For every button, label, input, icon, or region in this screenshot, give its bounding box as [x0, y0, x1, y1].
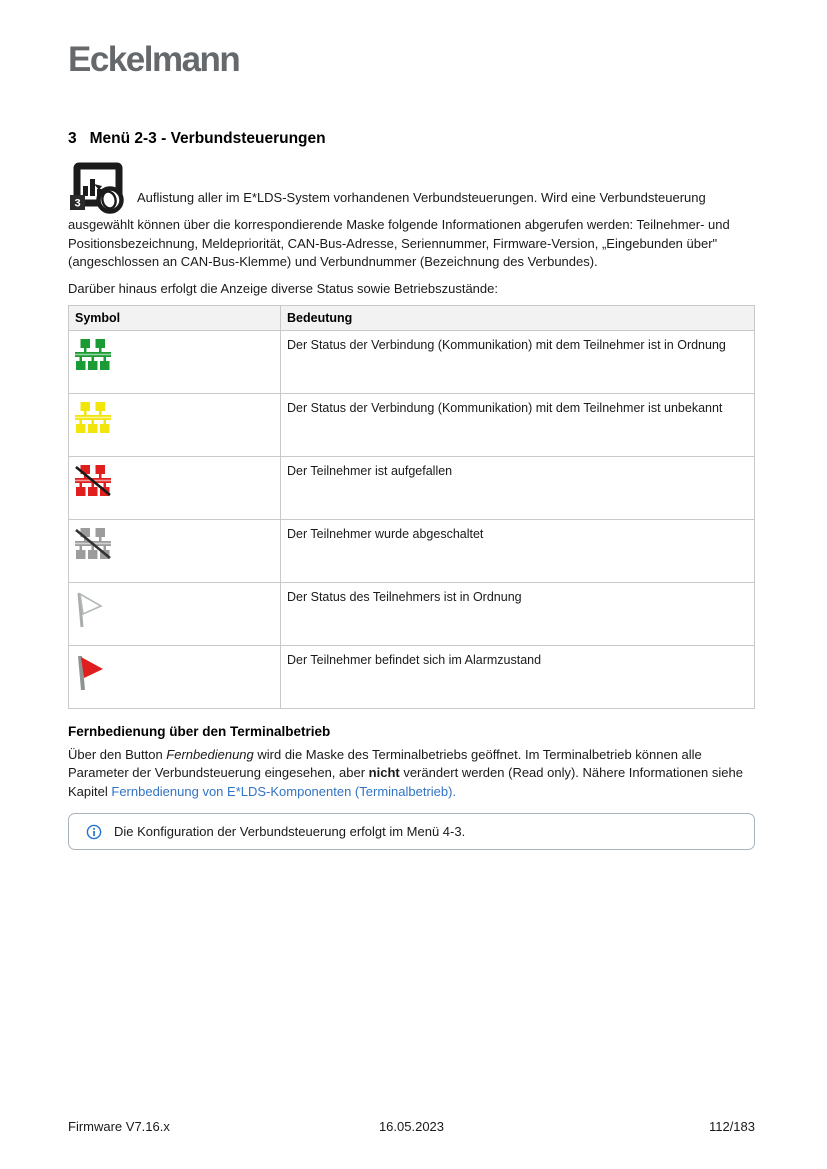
company-logo: Eckelmann — [68, 40, 240, 79]
network-yellow-icon — [75, 422, 111, 436]
terminal-text-3: verändert werden (Read only). Nähere Informationen siehe Kapitel — [68, 765, 743, 799]
footer-date: 16.05.2023 — [378, 1119, 445, 1134]
chapter-title: Menü 2-3 - Verbundsteuerungen — [89, 130, 326, 147]
row-meaning: Der Teilnehmer befindet sich im Alarmzustand — [281, 645, 755, 708]
footer-page-number: 112/183 — [708, 1119, 755, 1134]
chapter-icon-badge: 3 — [74, 197, 81, 210]
intro-text: Auflistung aller im E*LDS-System vorhandenen Verbundsteuerungen. Wird eine Verbundsteuerung ausgewählt können über die korrespondierende Maske folgende Informationen abgerufen werden: Teilnehmer- und Positionsbezeichnung, Meldepriorität, CAN-Bus-Adresse, Seriennummer, Firmware-Version, „Eingebunden über" (angeschlossen an CAN-Bus-Klemme) und Verbundnummer (Bezeichnung des Verbundes). — [68, 190, 730, 269]
terminal-text-1: Über den Button — [68, 746, 167, 762]
network-green-icon — [75, 359, 111, 373]
info-icon — [86, 824, 102, 840]
row-meaning: Der Status der Verbindung (Kommunikation) mit dem Teilnehmer ist in Ordnung — [281, 330, 755, 393]
network-gray-crossed-icon — [75, 548, 111, 562]
intro-paragraph — [68, 162, 755, 272]
chapter-number: 3 — [68, 130, 77, 147]
table-row — [69, 456, 755, 519]
terminal-text-2: wird die Maske des Terminalbetriebs geöffnet. Im Terminalbetrieb können alle Parameter der Verbundsteuerung eingesehen, aber — [68, 746, 702, 780]
table-row — [69, 330, 755, 393]
table-row — [69, 645, 755, 708]
column-header-bedeutung: Bedeutung — [281, 305, 755, 330]
flag-outline-icon — [75, 618, 103, 632]
menu-chart-magnifier-icon — [68, 190, 137, 210]
document-page — [68, 0, 755, 850]
footer-firmware-version: Firmware V7.16.x — [68, 1119, 170, 1134]
row-meaning: Der Teilnehmer wurde abgeschaltet — [281, 519, 755, 582]
network-red-crossed-icon — [75, 485, 111, 499]
row-meaning: Der Teilnehmer ist aufgefallen — [281, 456, 755, 519]
page-footer — [68, 1119, 755, 1134]
chapter-cross-reference-link[interactable]: Fernbedienung von E*LDS-Komponenten (Terminalbetrieb). — [111, 783, 457, 799]
table-header-row — [69, 305, 755, 330]
terminal-text-emphasis: nicht — [368, 765, 400, 780]
fernbedienung-button-name: Fernbedienung — [166, 746, 254, 762]
status-table — [68, 305, 755, 709]
terminal-paragraph — [68, 746, 755, 802]
row-meaning: Der Status der Verbindung (Kommunikation) mit dem Teilnehmer ist unbekannt — [281, 393, 755, 456]
table-row — [69, 393, 755, 456]
info-note — [68, 813, 755, 850]
chapter-heading — [68, 130, 755, 148]
table-row — [69, 582, 755, 645]
flag-red-icon — [75, 681, 103, 695]
status-lead-text: Darüber hinaus erfolgt die Anzeige diverse Status sowie Betriebszustände: — [68, 280, 498, 296]
section-heading-fernbedienung: Fernbedienung über den Terminalbetrieb — [68, 723, 331, 739]
table-row — [69, 519, 755, 582]
row-meaning: Der Status des Teilnehmers ist in Ordnung — [281, 582, 755, 645]
info-text: Die Konfiguration der Verbundsteuerung erfolgt im Menü 4-3. — [114, 824, 466, 839]
column-header-symbol: Symbol — [69, 305, 281, 330]
